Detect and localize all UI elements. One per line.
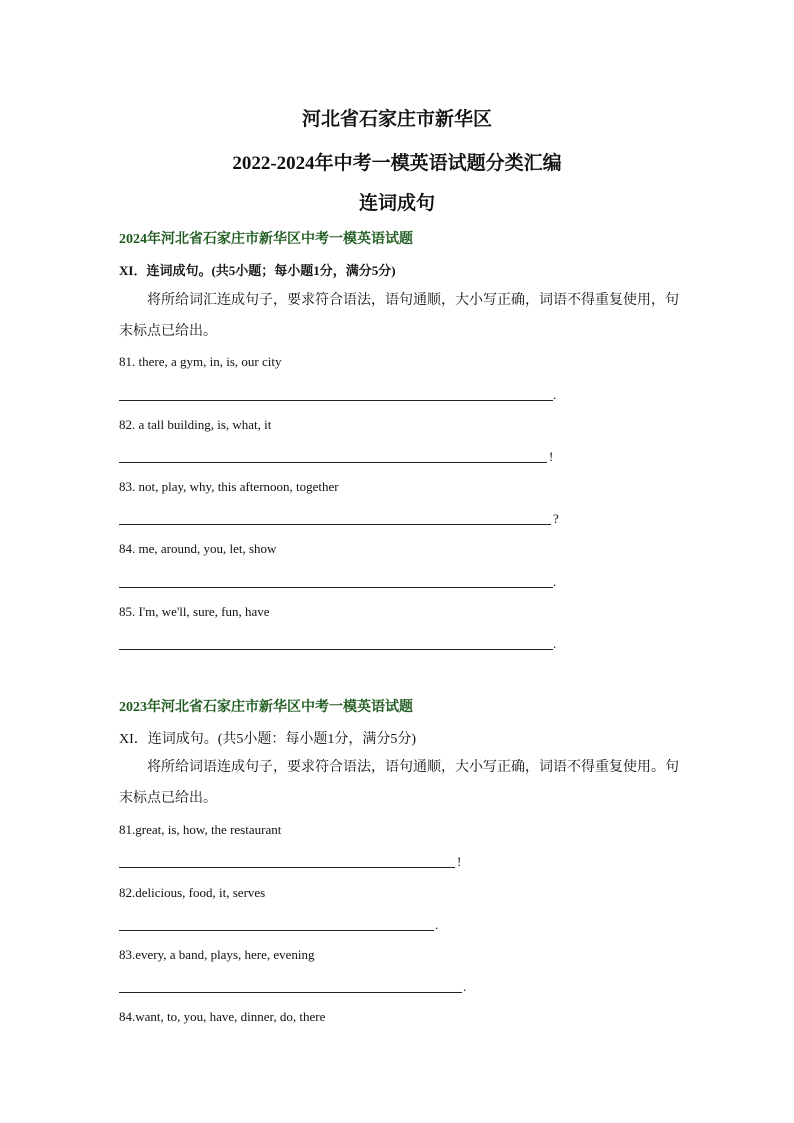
section-2024-instruction-line2: 末标点已给出。 [119, 324, 217, 339]
q2023-82-prompt: 82.delicious, food, it, serves [119, 885, 266, 900]
end-punctuation: ! [549, 449, 554, 464]
q2023-83-prompt: 83.every, a band, plays, here, evening [119, 947, 315, 962]
q2024-85-answer-line[interactable] [119, 630, 559, 650]
end-punctuation: . [553, 387, 557, 402]
end-punctuation: ! [457, 854, 462, 869]
q2023-81-answer-line[interactable] [119, 848, 469, 868]
section-2023-instruction [119, 752, 679, 814]
q2024-83-prompt: 83. not, play, why, this afternoon, together [119, 479, 339, 494]
answer-underline [119, 992, 462, 993]
q2024-82-answer-line[interactable] [119, 443, 559, 463]
end-punctuation: . [553, 636, 557, 651]
q2024-82-prompt: 82. a tall building, is, what, it [119, 417, 272, 432]
doc-title-region: 河北省石家庄市新华区 [301, 109, 492, 130]
answer-underline [119, 462, 547, 463]
section-2024-part-label: XI．连词成句。(共5小题；每小题1分，满分5分) [119, 263, 396, 278]
end-punctuation: . [435, 917, 439, 932]
end-punctuation: ? [553, 511, 559, 526]
end-punctuation: . [463, 979, 467, 994]
doc-title-series: 2022-2024年中考一模英语试题分类汇编 [232, 153, 562, 174]
q2023-82-answer-line[interactable] [119, 911, 444, 931]
q2024-85-prompt: 85. I'm, we'll, sure, fun, have [119, 604, 270, 619]
section-2023-part-label: XI．连词成句。(共5小题：每小题1分，满分5分) [119, 732, 417, 747]
section-2023-instruction-line1: 将所给词语连成句子，要求符合语法，语句通顺，大小写正确，词语不得重复使用。句 [147, 760, 679, 775]
q2023-84-prompt: 84.want, to, you, have, dinner, do, there [119, 1009, 326, 1024]
section-2024-heading: 2024年河北省石家庄市新华区中考一模英语试题 [119, 232, 413, 247]
section-2024-instruction [119, 285, 679, 347]
section-2023-instruction-line2: 末标点已给出。 [119, 791, 217, 806]
q2024-83-answer-line[interactable] [119, 505, 564, 525]
section-2023-heading: 2023年河北省石家庄市新华区中考一模英语试题 [119, 700, 413, 715]
answer-underline [119, 400, 553, 401]
section-2024-instruction-line1: 将所给词汇连成句子，要求符合语法，语句通顺，大小写正确，词语不得重复使用，句 [147, 293, 679, 308]
answer-underline [119, 930, 434, 931]
answer-underline [119, 587, 553, 588]
q2024-81-answer-line[interactable] [119, 381, 559, 401]
answer-underline [119, 524, 551, 525]
q2024-84-answer-line[interactable] [119, 568, 559, 588]
q2024-84-prompt: 84. me, around, you, let, show [119, 541, 277, 556]
doc-title-topic: 连词成句 [358, 193, 435, 214]
answer-underline [119, 649, 553, 650]
q2023-83-answer-line[interactable] [119, 973, 471, 993]
answer-underline [119, 867, 455, 868]
end-punctuation: . [553, 574, 557, 589]
q2024-81-prompt: 81. there, a gym, in, is, our city [119, 354, 282, 369]
q2023-81-prompt: 81.great, is, how, the restaurant [119, 822, 282, 837]
